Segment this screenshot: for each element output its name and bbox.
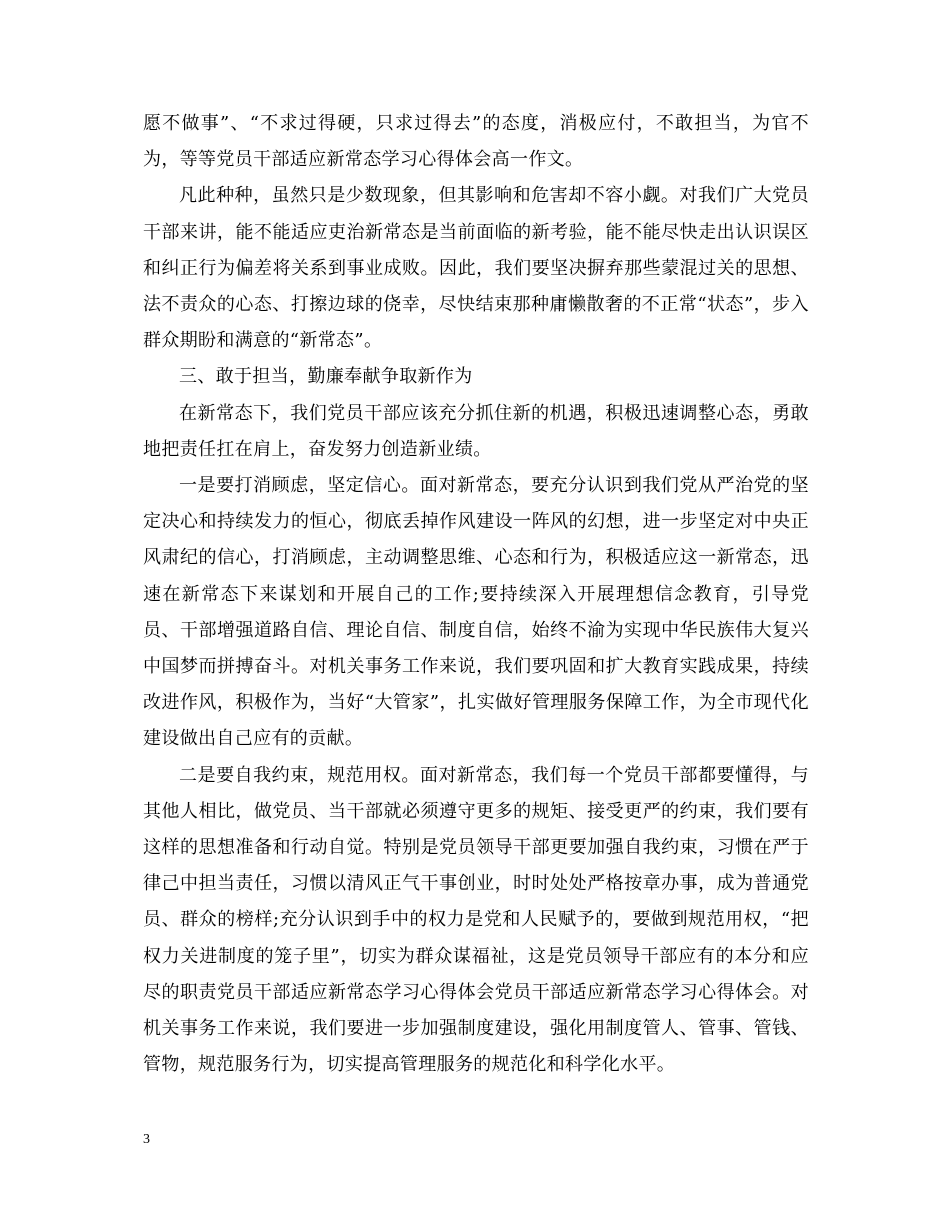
document-page bbox=[143, 106, 809, 1083]
paragraph-new-normal: 在新常态下，我们党员干部应该充分抓住新的机遇，积极迅速调整心态，勇敢地把责任扛在肩上，奋发努力创造新业绩。 bbox=[143, 402, 809, 460]
page-number: 3 bbox=[143, 1132, 150, 1147]
paragraph-point-one: 一是要打消顾虑，坚定信心。面对新常态，要充分认识到我们党从严治党的坚定决心和持续发力的恒心，彻底丢掉作风建设一阵风的幻想，进一步坚定对中央正风肃纪的信心，打消顾虑，主动调整思维、心态和行为，积极适应这一新常态，迅速在新常态下来谋划和开展自己的工作;要持续深入开展理想信念教育，引导党员、干部增强道路自信、理论自信、制度自信，始终不渝为实现中华民族伟大复兴中国梦而拼搏奋斗。对机关事务工作来说，我们要巩固和扩大教育实践成果，持续改进作风，积极作为，当好“大管家”，扎实做好管理服务保障工作，为全市现代化建设做出自己应有的贡献。 bbox=[143, 475, 809, 750]
paragraph-point-two: 二是要自我约束，规范用权。面对新常态，我们每一个党员干部都要懂得，与其他人相比，做党员、当干部就必须遵守更多的规矩、接受更严的约束，我们要有这样的思想准备和行动自觉。特别是党员领导干部更要加强自我约束，习惯在严于律己中担当责任，习惯以清风正气干事创业，时时处处严格按章办事，成为普通党员、群众的榜样;充分认识到手中的权力是党和人民赋予的，要做到规范用权，“把权力关进制度的笼子里”，切实为群众谋福祉，这是党员领导干部应有的本分和应尽的职责党员干部适应新常态学习心得体会党员干部适应新常态学习心得体会。对机关事务工作来说，我们要进一步加强制度建设，强化用制度管人、管事、管钱、管物，规范服务行为，切实提高管理服务的规范化和科学化水平。 bbox=[143, 764, 809, 1076]
paragraph-phenomena: 凡此种种，虽然只是少数现象，但其影响和危害却不容小觑。对我们广大党员干部来讲，能不能适应吏治新常态是当前面临的新考验，能不能尽快走出认识误区和纠正行为偏差将关系到事业成败。因此，我们要坚决摒弃那些蒙混过关的思想、法不责众的心态、打擦边球的侥幸，尽快结束那种庸懒散奢的不正常“状态”，步入群众期盼和满意的“新常态”。 bbox=[143, 185, 809, 352]
paragraph-continuation: 愿不做事”、“不求过得硬，只求过得去”的态度，消极应付，不敢担当，为官不为，等等党员干部适应新常态学习心得体会高一作文。 bbox=[143, 113, 809, 171]
section-heading-three: 三、敢于担当，勤廉奉献争取新作为 bbox=[179, 366, 473, 388]
